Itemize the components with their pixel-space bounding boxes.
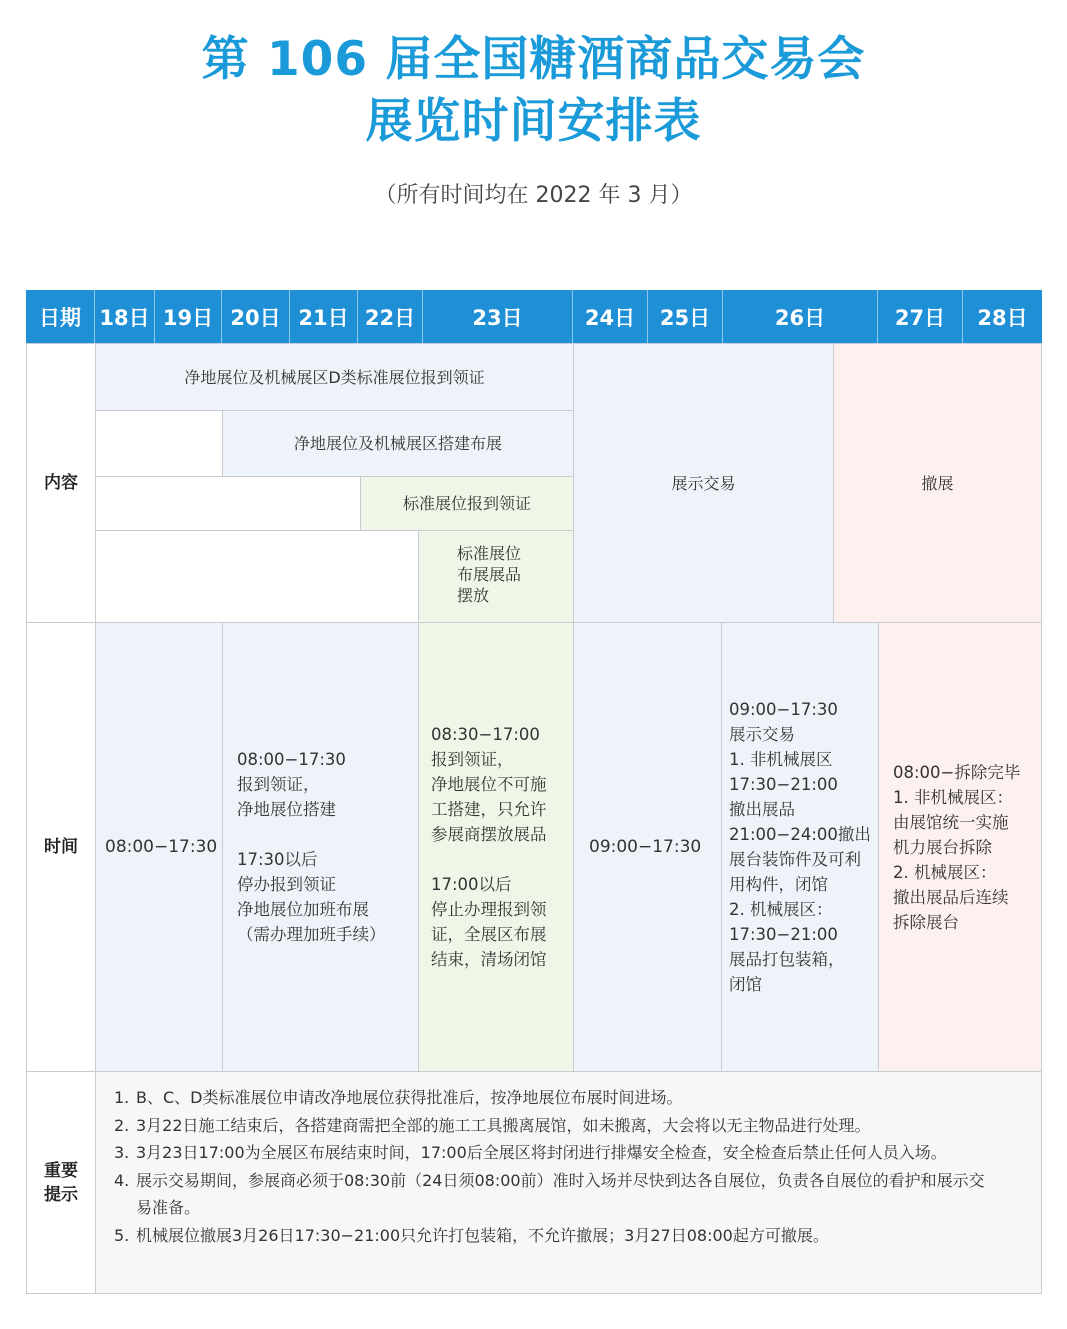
content-bar-build: 净地展位及机械展区搭建布展 [222, 410, 574, 477]
page-subtitle-line: 展览时间安排表 [365, 94, 702, 149]
time-row-label: 时间 [26, 622, 96, 1072]
content-teardown: 撤展 [833, 343, 1042, 623]
notes-list [95, 1071, 1042, 1294]
content-bar-standard-registration: 标准展位报到领证 [360, 476, 574, 531]
content-empty-cell [95, 410, 223, 477]
time-cell-18-19 [95, 622, 223, 1072]
header-day-28: 28日 [963, 290, 1042, 343]
content-bar-standard-setup-text: 标准展位 布展展品 摆放 [457, 544, 522, 605]
note-item [114, 1222, 1031, 1250]
header-day-25: 25日 [648, 290, 723, 343]
note-text: B、C、D类标准展位申请改净地展位获得批准后，按净地展位布展时间进场。 [136, 1088, 683, 1107]
note-text: 3月22日施工结束后，各搭建商需把全部的施工工具搬离展馆，如未搬离，大会将以无主物品进行处理。 [136, 1115, 871, 1135]
note-text: 机械展位撤展3月26日17:30−21:00只允许打包装箱，不允许撤展；3月27日08:00起方可撤展。 [136, 1225, 829, 1245]
note-text: 展示交易期间，参展商必须于08:30前（24日须08:00前）准时入场并尽快到达各自展位，负责各自展位的看护和展示交易准备。 [136, 1170, 985, 1217]
time-text-23: 08:30−17:00 报到领证， 净地展位不可施 工搭建，只允许 参展商摆放展品 17:00以后 停止办理报到领 证，全展区布展 结束，清场闭馆 [431, 725, 547, 969]
content-bar-standard-setup [418, 530, 574, 623]
note-item [114, 1167, 1031, 1222]
note-number: 2. [114, 1115, 130, 1135]
content-empty-cell [95, 476, 361, 531]
header-day-23: 23日 [423, 290, 573, 343]
content-empty-cell [95, 530, 419, 623]
header-day-20: 20日 [222, 290, 290, 343]
time-cell-20-22 [222, 622, 419, 1072]
header-day-27: 27日 [878, 290, 963, 343]
note-text: 3月23日17:00为全展区布展结束时间，17:00后全展区将封闭进行排爆安全检查，安全检查后禁止任何人员入场。 [136, 1143, 947, 1162]
header-day-21: 21日 [290, 290, 358, 343]
header-day-18: 18日 [95, 290, 155, 343]
time-text-27-28: 08:00−拆除完毕 1. 非机械展区： 由展馆统一实施 机力展台拆除 2. 机械展区： 撤出展品后连续 拆除展台 [893, 762, 1021, 932]
date-note: （所有时间均在 2022 年 3 月） [374, 183, 693, 208]
notes-label-text: 重要 提示 [44, 1160, 78, 1205]
time-text-20-22: 08:00−17:30 报到领证， 净地展位搭建 17:30以后 停办报到领证 净地展位加班布展 （需办理加班手续） [237, 750, 386, 944]
time-text-26: 09:00−17:30 展示交易 1. 非机械展区 17:30−21:00 撤出展品 21:00−24:00撤出 展台装饰件及可利 用构件，闭馆 2. 机械展区： 17:30−21:00 展品打包装箱， 闭馆 [729, 700, 871, 994]
content-exhibit-trading: 展示交易 [573, 343, 834, 623]
time-cell-24-25 [573, 622, 722, 1072]
note-number: 4. [114, 1170, 130, 1190]
note-item [114, 1139, 1031, 1167]
note-item [114, 1084, 1031, 1112]
header-day-19: 19日 [155, 290, 222, 343]
time-text-18-19: 08:00−17:30 [105, 836, 218, 857]
content-bar-registration-raw-space: 净地展位及机械展区D类标准展位报到领证 [95, 343, 574, 411]
time-text-24-25: 09:00−17:30 [589, 836, 702, 857]
header-day-24: 24日 [573, 290, 648, 343]
note-number: 1. [114, 1088, 130, 1107]
time-cell-26 [721, 622, 879, 1072]
page-title: 第 106 届全国糖酒商品交易会 [201, 32, 866, 87]
note-number: 3. [114, 1143, 130, 1162]
time-cell-27-28 [878, 622, 1042, 1072]
note-item [114, 1112, 1031, 1140]
header-day-26: 26日 [723, 290, 878, 343]
header-date-label: 日期 [26, 290, 95, 343]
notes-row-label [26, 1071, 96, 1294]
time-cell-23 [418, 622, 574, 1072]
note-number: 5. [114, 1225, 130, 1245]
content-row-label: 内容 [26, 343, 96, 623]
header-day-22: 22日 [358, 290, 423, 343]
